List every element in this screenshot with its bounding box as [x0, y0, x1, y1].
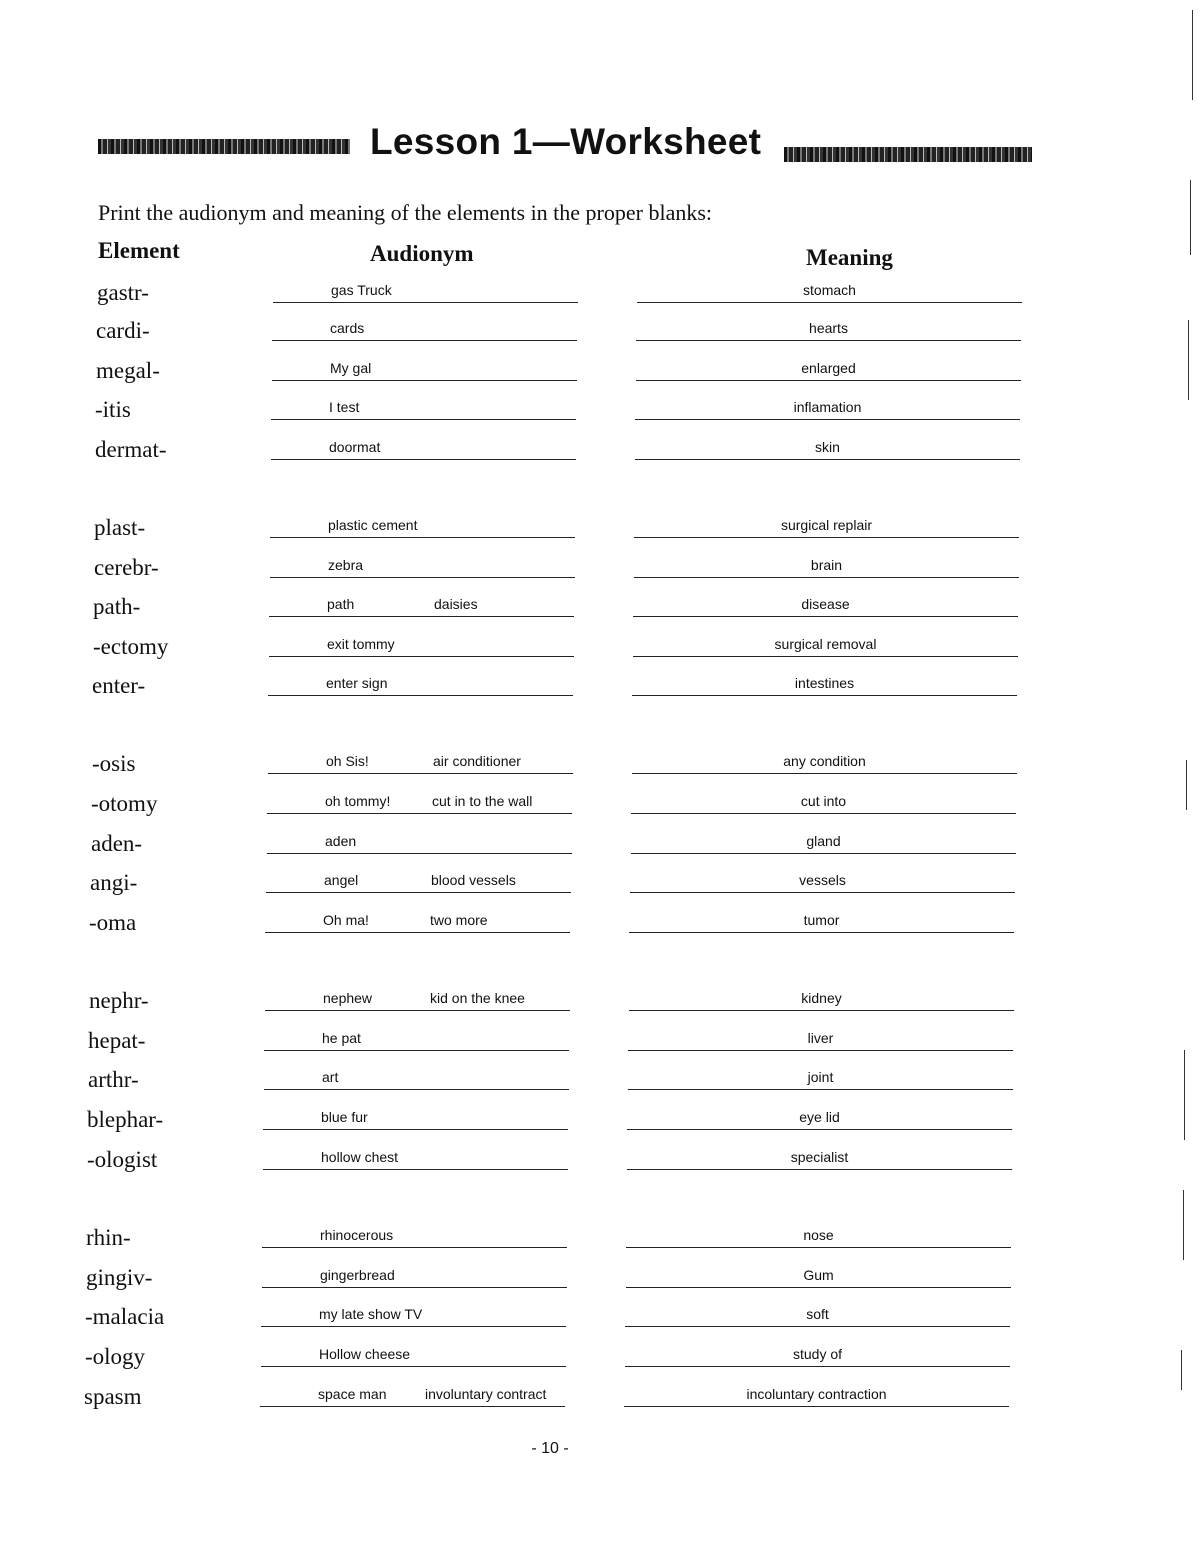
worksheet-row [0, 437, 1200, 471]
worksheet-row [0, 318, 1200, 352]
meaning-blank[interactable] [626, 1267, 1011, 1288]
meaning-answer: soft [806, 1306, 829, 1322]
worksheet-row [0, 870, 1200, 904]
meaning-answer: kidney [801, 990, 842, 1006]
meaning-blank[interactable] [629, 990, 1014, 1011]
meaning-answer: nose [803, 1227, 834, 1243]
meaning-answer: incoluntary contraction [746, 1386, 887, 1402]
meaning-answer: tumor [803, 912, 840, 928]
column-header-meaning: Meaning [806, 245, 893, 270]
audionym-answer: cards [330, 320, 365, 336]
worksheet-row [0, 397, 1200, 431]
meaning-answer: enlarged [801, 360, 856, 376]
worksheet-row [0, 988, 1200, 1022]
audionym-answer: aden [325, 833, 357, 849]
column-header-audionym: Audionym [370, 241, 474, 266]
audionym-blank[interactable] [270, 557, 575, 578]
audionym-blank[interactable] [265, 912, 570, 933]
meaning-blank[interactable] [630, 872, 1015, 893]
audionym-answer: plastic cement [328, 517, 418, 533]
element-term: gastr- [97, 280, 149, 305]
worksheet-row [0, 673, 1200, 707]
element-term: enter- [92, 673, 146, 698]
instructions: Print the audionym and meaning of the elements in the proper blanks: [98, 200, 713, 225]
audionym-extra-note: involuntary contract [425, 1386, 547, 1402]
meaning-blank[interactable] [631, 793, 1016, 814]
worksheet-title: Lesson 1—Worksheet [370, 121, 762, 162]
meaning-blank[interactable] [632, 753, 1017, 774]
meaning-blank[interactable] [625, 1306, 1010, 1327]
worksheet-row [0, 831, 1200, 865]
element-term: arthr- [88, 1067, 139, 1092]
audionym-answer: I test [329, 399, 360, 415]
meaning-blank[interactable] [633, 596, 1018, 617]
meaning-answer: eye lid [799, 1109, 840, 1125]
meaning-answer: brain [810, 557, 843, 573]
worksheet-row [0, 1225, 1200, 1259]
meaning-answer: intestines [794, 675, 855, 691]
audionym-blank[interactable] [268, 675, 573, 696]
audionym-answer: Oh ma! [323, 912, 369, 928]
audionym-blank[interactable] [264, 1069, 569, 1090]
audionym-answer: gas Truck [331, 282, 392, 298]
element-term: dermat- [95, 437, 167, 462]
audionym-answer: enter sign [326, 675, 388, 691]
meaning-answer: specialist [790, 1149, 849, 1165]
worksheet-row [0, 634, 1200, 668]
meaning-answer: inflamation [793, 399, 862, 415]
meaning-blank[interactable] [634, 517, 1019, 538]
meaning-answer: stomach [803, 282, 856, 298]
element-term: -osis [92, 751, 136, 776]
worksheet-row [0, 910, 1200, 944]
meaning-answer: hearts [809, 320, 848, 336]
audionym-blank[interactable] [266, 872, 571, 893]
worksheet-row [0, 515, 1200, 549]
element-term: angi- [90, 870, 138, 895]
audionym-answer: hollow chest [321, 1149, 399, 1165]
audionym-answer: blue fur [321, 1109, 368, 1125]
audionym-answer: oh Sis! [326, 753, 369, 769]
element-term: aden- [91, 831, 143, 856]
audionym-answer: Hollow cheese [319, 1346, 411, 1362]
audionym-blank[interactable] [271, 399, 576, 420]
meaning-answer: study of [792, 1346, 843, 1362]
meaning-blank[interactable] [631, 833, 1016, 854]
element-term: cardi- [96, 318, 150, 343]
audionym-blank[interactable] [269, 636, 574, 657]
worksheet-row [0, 1265, 1200, 1299]
meaning-answer: vessels [799, 872, 846, 888]
worksheet-row [0, 791, 1200, 825]
audionym-answer: angel [324, 872, 359, 888]
element-term: rhin- [86, 1225, 131, 1250]
element-term: -itis [95, 397, 131, 422]
element-term: plast- [94, 515, 146, 540]
worksheet-row [0, 1067, 1200, 1101]
meaning-blank[interactable] [634, 557, 1019, 578]
audionym-blank[interactable] [267, 833, 572, 854]
audionym-answer: gingerbread [320, 1267, 395, 1283]
audionym-blank[interactable] [261, 1346, 566, 1367]
audionym-blank[interactable] [262, 1227, 567, 1248]
margin-rule [1188, 320, 1189, 400]
element-term: blephar- [87, 1107, 164, 1132]
meaning-blank[interactable] [624, 1386, 1009, 1407]
worksheet-row [0, 751, 1200, 785]
audionym-blank[interactable] [272, 320, 577, 341]
audionym-blank[interactable] [262, 1267, 567, 1288]
element-term: megal- [96, 358, 160, 383]
worksheet-row [0, 1028, 1200, 1062]
element-term: -malacia [85, 1304, 165, 1329]
worksheet-row [0, 1147, 1200, 1181]
element-term: path- [93, 594, 141, 619]
audionym-blank[interactable] [268, 753, 573, 774]
meaning-blank[interactable] [625, 1346, 1010, 1367]
audionym-blank[interactable] [263, 1149, 568, 1170]
worksheet-row [0, 594, 1200, 628]
column-header-element: Element [98, 238, 180, 263]
audionym-answer: zebra [328, 557, 364, 573]
title-decoration-left [98, 139, 350, 154]
audionym-answer: my late show TV [319, 1306, 423, 1322]
page-number: - 10 - [531, 1440, 569, 1457]
audionym-extra-note: two more [430, 912, 488, 928]
meaning-blank[interactable] [636, 320, 1021, 341]
element-term: -otomy [91, 791, 158, 816]
margin-rule [1192, 10, 1193, 100]
meaning-blank[interactable] [627, 1109, 1012, 1130]
audionym-answer: he pat [322, 1030, 361, 1046]
meaning-blank[interactable] [627, 1149, 1012, 1170]
meaning-answer: surgical removal [774, 636, 877, 652]
title-decoration-right [784, 147, 1032, 162]
margin-rule [1181, 1350, 1182, 1390]
meaning-blank[interactable] [628, 1030, 1013, 1051]
element-term: spasm [84, 1384, 142, 1409]
meaning-answer: skin [815, 439, 840, 455]
audionym-blank[interactable] [269, 596, 574, 617]
audionym-extra-note: kid on the knee [430, 990, 525, 1006]
audionym-answer: exit tommy [327, 636, 395, 652]
audionym-answer: rhinocerous [320, 1227, 394, 1243]
meaning-blank[interactable] [637, 282, 1022, 303]
element-term: nephr- [89, 988, 149, 1013]
audionym-blank[interactable] [263, 1109, 568, 1130]
meaning-answer: any condition [783, 753, 866, 769]
audionym-answer: My gal [330, 360, 372, 376]
audionym-extra-note: cut in to the wall [432, 793, 533, 809]
meaning-blank[interactable] [628, 1069, 1013, 1090]
margin-rule [1184, 1050, 1185, 1140]
element-term: -oma [89, 910, 137, 935]
worksheet-row [0, 1384, 1200, 1418]
meaning-answer: joint [807, 1069, 834, 1085]
audionym-answer: oh tommy! [325, 793, 391, 809]
worksheet-row [0, 1107, 1200, 1141]
meaning-blank[interactable] [629, 912, 1014, 933]
margin-rule [1183, 1190, 1184, 1260]
element-term: -ectomy [93, 634, 169, 659]
audionym-blank[interactable] [264, 1030, 569, 1051]
worksheet-row [0, 280, 1200, 314]
meaning-answer: surgical replair [780, 517, 873, 533]
audionym-answer: nephew [323, 990, 373, 1006]
margin-rule [1190, 180, 1191, 255]
audionym-blank[interactable] [267, 793, 572, 814]
audionym-extra-note: blood vessels [431, 872, 516, 888]
audionym-answer: art [322, 1069, 339, 1085]
audionym-blank[interactable] [271, 439, 576, 460]
element-term: gingiv- [86, 1265, 153, 1290]
meaning-answer: gland [806, 833, 841, 849]
meaning-answer: cut into [800, 793, 847, 809]
audionym-blank[interactable] [273, 282, 578, 303]
meaning-blank[interactable] [635, 399, 1020, 420]
element-term: hepat- [88, 1028, 146, 1053]
meaning-answer: Gum [803, 1267, 834, 1283]
element-term: cerebr- [94, 555, 159, 580]
audionym-blank[interactable] [260, 1386, 565, 1407]
element-term: -ologist [87, 1147, 158, 1172]
meaning-blank[interactable] [633, 636, 1018, 657]
meaning-answer: liver [807, 1030, 834, 1046]
audionym-answer: space man [318, 1386, 387, 1402]
audionym-extra-note: air conditioner [433, 753, 521, 769]
worksheet-row [0, 555, 1200, 589]
audionym-blank[interactable] [265, 990, 570, 1011]
element-term: -ology [85, 1344, 146, 1369]
meaning-blank[interactable] [635, 439, 1020, 460]
meaning-blank[interactable] [632, 675, 1017, 696]
meaning-blank[interactable] [636, 360, 1021, 381]
worksheet-row [0, 358, 1200, 392]
margin-rule [1186, 760, 1187, 810]
audionym-extra-note: daisies [434, 596, 478, 612]
audionym-blank[interactable] [261, 1306, 566, 1327]
meaning-answer: disease [801, 596, 850, 612]
audionym-blank[interactable] [272, 360, 577, 381]
meaning-blank[interactable] [626, 1227, 1011, 1248]
audionym-answer: doormat [329, 439, 381, 455]
worksheet-row [0, 1304, 1200, 1338]
audionym-blank[interactable] [270, 517, 575, 538]
audionym-answer: path [327, 596, 355, 612]
worksheet-row [0, 1344, 1200, 1378]
